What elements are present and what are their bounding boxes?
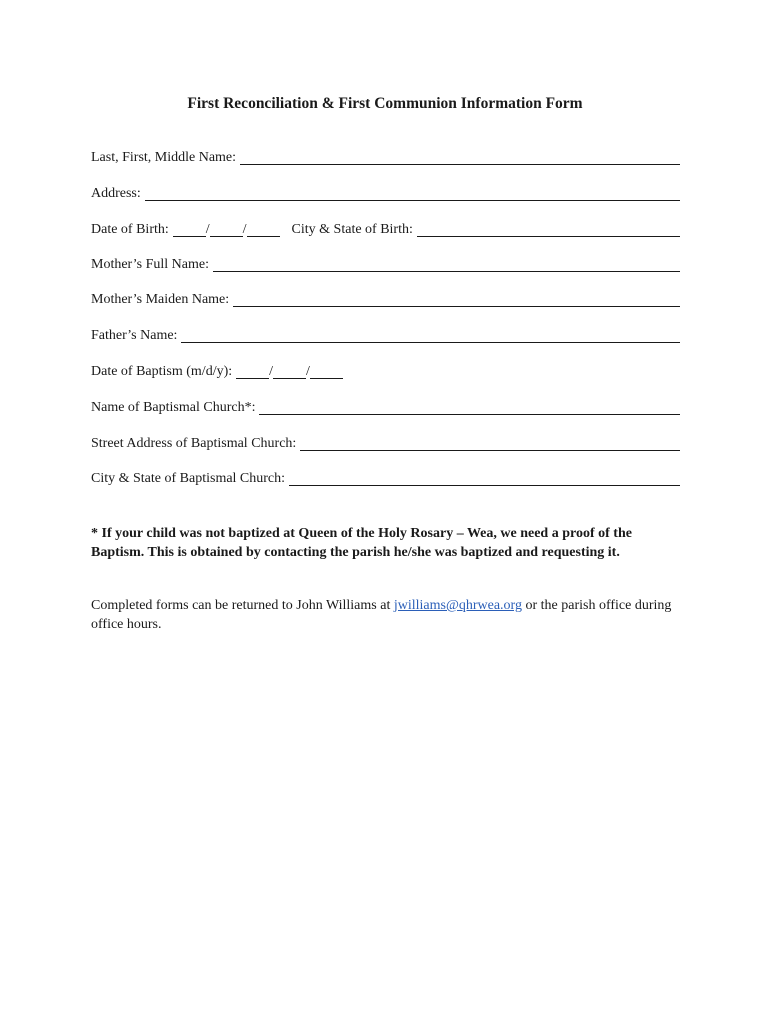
address-input-line[interactable] [145, 186, 680, 201]
dob-month-blank[interactable] [173, 222, 206, 237]
mother-maiden-name-input-line[interactable] [233, 292, 680, 307]
baptism-month-blank[interactable] [236, 364, 269, 379]
address-label: Address: [91, 186, 141, 201]
name-label: Last, First, Middle Name: [91, 150, 237, 165]
baptismal-church-street-input-line[interactable] [300, 436, 680, 451]
dob-year-blank[interactable] [247, 222, 280, 237]
baptism-date-label: Date of Baptism (m/d/y): [91, 364, 233, 379]
dob-separator: / [242, 222, 247, 237]
return-prefix: Completed forms can be returned to John Williams at [91, 598, 394, 613]
dob-separator: / [205, 222, 210, 237]
mother-full-name-label: Mother’s Full Name: [91, 257, 209, 272]
name-field [91, 149, 680, 167]
baptismal-church-city-field [91, 470, 680, 488]
address-field [91, 185, 680, 203]
dob-field [91, 221, 680, 239]
baptism-proof-note: * If your child was not baptized at Queen of the Holy Rosary – Wea, we need a proof of the Baptism. This is obtained by contacting the parish he/she was baptized and requesting it. [91, 526, 632, 560]
dob-label: Date of Birth: [91, 222, 169, 237]
mother-full-name-field [91, 256, 680, 274]
baptism-date-field [91, 363, 343, 381]
city-state-birth-label: City & State of Birth: [291, 222, 413, 237]
baptismal-church-name-label: Name of Baptismal Church*: [91, 400, 256, 415]
mother-full-name-input-line[interactable] [213, 257, 680, 272]
mother-maiden-name-field [91, 291, 680, 309]
return-instructions [91, 596, 686, 634]
mother-maiden-name-label: Mother’s Maiden Name: [91, 292, 230, 307]
baptism-day-blank[interactable] [273, 364, 306, 379]
city-state-birth-input-line[interactable] [417, 222, 680, 237]
form-title: First Reconciliation & First Communion Information Form [187, 95, 583, 112]
dob-day-blank[interactable] [210, 222, 243, 237]
name-input-line[interactable] [240, 150, 680, 165]
baptism-date-separator: / [306, 364, 310, 379]
contact-email-link[interactable]: jwilliams@qhrwea.org [393, 598, 522, 613]
father-name-input-line[interactable] [181, 328, 680, 343]
baptism-date-separator: / [269, 364, 274, 379]
baptismal-church-name-input-line[interactable] [259, 400, 680, 415]
baptismal-church-city-input-line[interactable] [289, 471, 680, 486]
baptismal-church-name-field [91, 399, 680, 417]
father-name-label: Father’s Name: [91, 328, 178, 343]
baptismal-church-street-field [91, 435, 680, 453]
baptismal-church-city-label: City & State of Baptismal Church: [91, 471, 286, 486]
father-name-field [91, 327, 680, 345]
return-suffix: or the parish office during office hours. [91, 598, 672, 632]
baptismal-church-street-label: Street Address of Baptismal Church: [91, 436, 297, 451]
baptism-year-blank[interactable] [310, 364, 343, 379]
